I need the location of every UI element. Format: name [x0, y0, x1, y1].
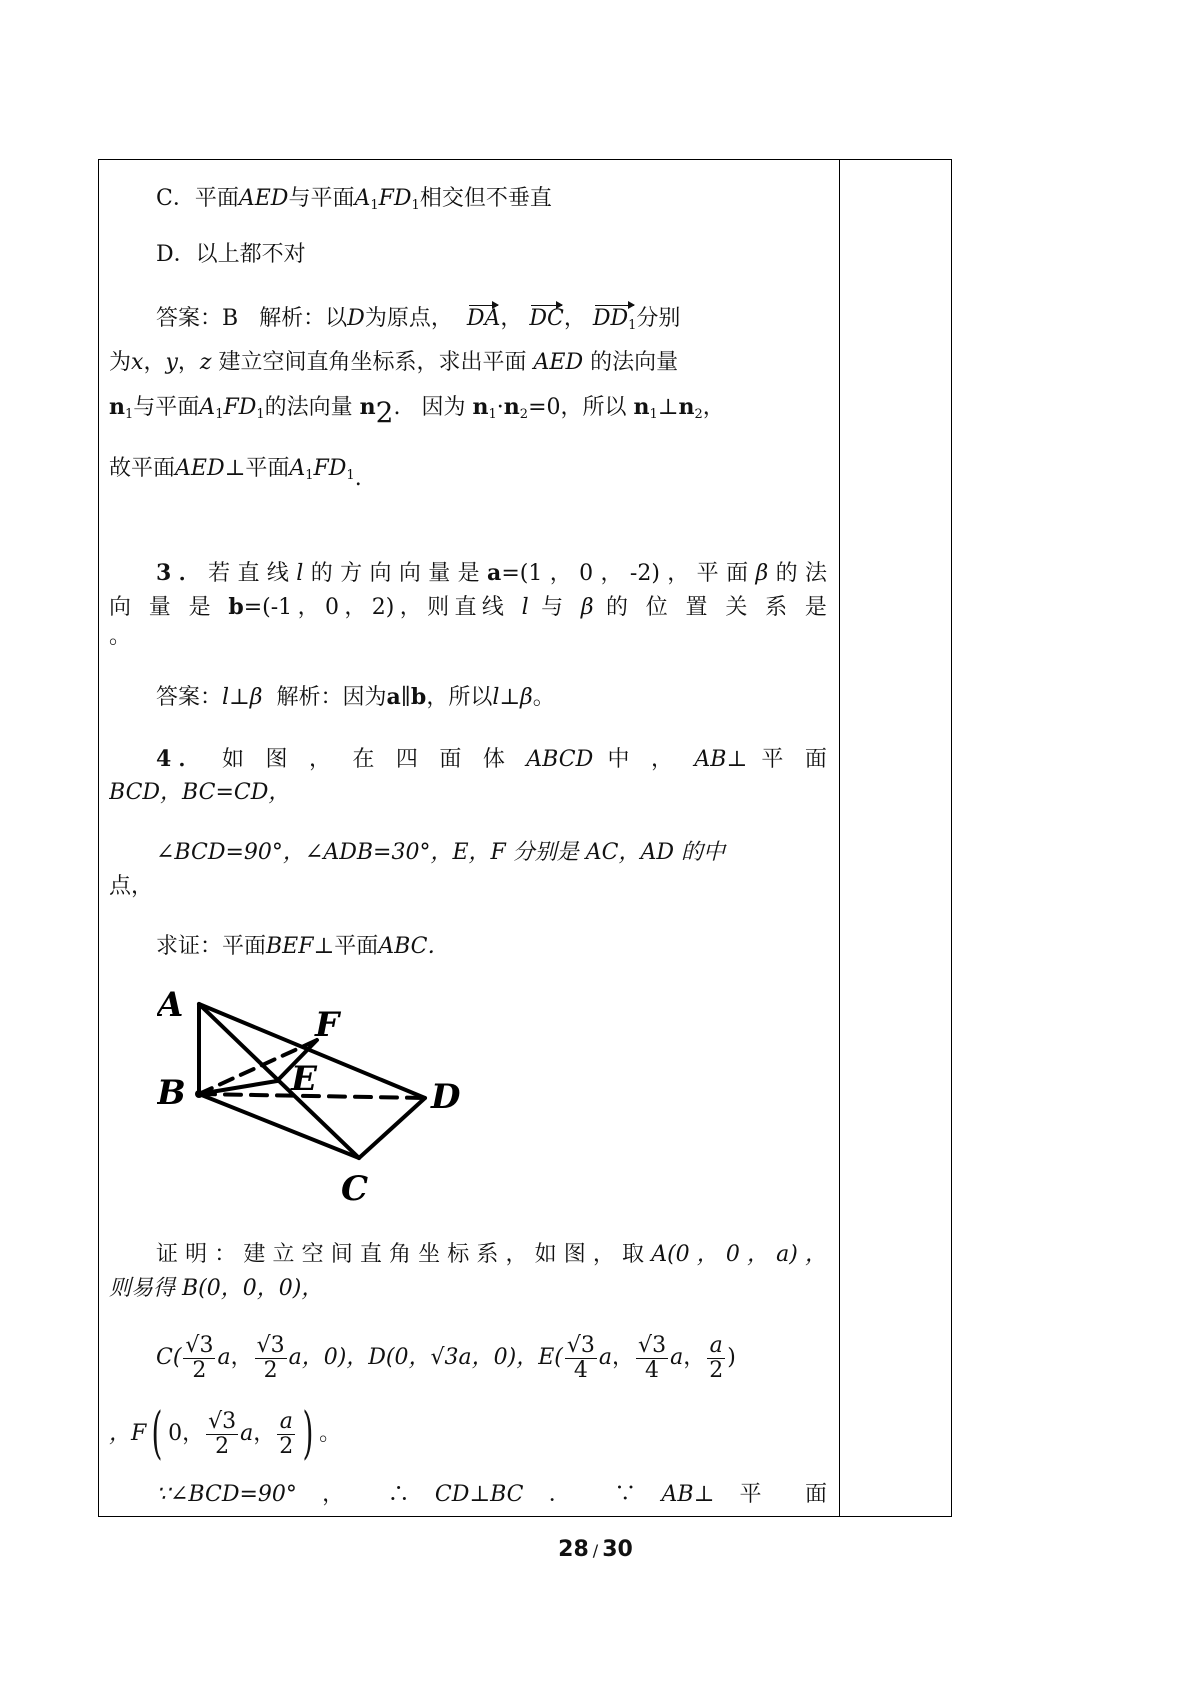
sub-1: 1	[256, 407, 265, 422]
fraction	[255, 1334, 287, 1383]
q4-line2	[109, 776, 827, 810]
var-a: a	[598, 1345, 613, 1370]
text: 的法向量	[590, 350, 679, 375]
vector-a: a	[487, 560, 502, 586]
plane-aed: AED	[533, 350, 584, 375]
text: ．	[548, 1482, 589, 1507]
label-a: A	[157, 985, 184, 1025]
answer-label: 答案：B	[156, 306, 239, 331]
perp-symbol: ⊥	[657, 395, 679, 420]
sub-2: 2	[694, 407, 703, 422]
var-y: y	[165, 350, 178, 375]
paren-left: (	[151, 1401, 163, 1466]
text: 位	[645, 595, 674, 620]
text: 故平面	[109, 456, 176, 481]
var-a: A	[354, 186, 371, 211]
text: 0，	[168, 1421, 205, 1446]
text: 求证：平面	[156, 934, 267, 959]
text: =0，所以	[528, 395, 627, 420]
text: ，	[612, 1345, 635, 1370]
q4-line4: 点，	[109, 874, 154, 899]
numerator	[277, 1410, 295, 1435]
tetrahedron-abcd: ABCD	[526, 747, 594, 772]
column-divider	[839, 160, 840, 1516]
numerator: √3	[185, 1332, 214, 1358]
numerator: √3	[638, 1332, 667, 1358]
label-f: F	[315, 1005, 340, 1045]
point-d-coords: D(0，√3a，0)，	[368, 1345, 539, 1370]
text: ，	[308, 747, 339, 772]
denominator: 2	[192, 1357, 207, 1383]
text: 因为	[421, 395, 466, 420]
fraction	[565, 1334, 597, 1383]
text: 平面	[245, 456, 290, 481]
plane-aed: AED	[175, 456, 225, 481]
option-d: D．以上都不对	[156, 242, 306, 267]
answer-value: l⊥β	[222, 685, 263, 710]
point-e-label: E(	[538, 1345, 563, 1370]
text: 建立空间直角坐标系，求出平面	[218, 350, 527, 375]
sub-1: 1	[649, 407, 658, 422]
text: ，所以	[426, 685, 493, 710]
text: )	[727, 1345, 736, 1370]
text: 平	[761, 747, 791, 772]
text: 的	[605, 595, 634, 620]
text: 解析：因为	[276, 685, 387, 710]
text: 在	[352, 747, 382, 772]
text: 面	[439, 747, 469, 772]
q4-prove	[109, 930, 827, 964]
label-c: C	[341, 1169, 369, 1209]
page-number	[0, 1537, 1191, 1562]
fraction	[183, 1334, 215, 1383]
page-separator: /	[592, 1541, 599, 1560]
label-b: B	[157, 1073, 186, 1113]
option-c-prefix: C．平面	[156, 186, 239, 211]
tetrahedron-figure	[157, 982, 497, 1210]
text: ∵	[614, 1482, 637, 1507]
vector-b: b	[410, 684, 427, 710]
text: 与平面	[133, 395, 200, 420]
text: ∴	[387, 1482, 410, 1507]
var-z: z	[199, 350, 212, 375]
proof-coords-f	[109, 1402, 827, 1466]
normal-n1: n	[633, 394, 650, 420]
text: 中	[607, 747, 637, 772]
plane-bef: BEF	[266, 934, 314, 959]
parallel-symbol: ∥	[400, 685, 411, 710]
proof-line2	[109, 1272, 827, 1306]
sub-1: 1	[370, 198, 379, 213]
denominator: 2	[279, 1433, 294, 1459]
var-f: F	[378, 186, 394, 211]
plane-aed: AED	[238, 186, 289, 211]
text: =(1，0，-2)，平面	[501, 561, 756, 586]
var-l: l	[521, 595, 529, 620]
answer2-line4: 故平面AED⊥平面$A_1FD_1$.	[109, 456, 362, 491]
text: 是	[188, 595, 216, 620]
perp-symbol: ⊥	[224, 456, 246, 481]
denominator: 4	[573, 1357, 588, 1383]
sub-1: 1	[305, 468, 314, 483]
text: 的法	[768, 561, 827, 586]
text: 的方向向量是	[303, 561, 488, 586]
fraction	[707, 1334, 725, 1383]
answer2-line2: 为x，y，z 建立空间直角坐标系，求出平面 AED 的法向量	[109, 350, 679, 375]
fraction	[636, 1334, 668, 1383]
vector-dd1-base: DD	[592, 306, 629, 331]
text: ，	[230, 1345, 253, 1370]
option-c-suffix: 相交但不垂直	[419, 186, 552, 211]
fraction	[277, 1410, 295, 1459]
total-pages: 30	[602, 1537, 633, 1562]
perp-symbol: ⊥	[726, 747, 748, 772]
text: 则易得 B(0，0，0)，	[109, 1276, 324, 1301]
edge-bc	[199, 1094, 359, 1158]
point-c-label: C(	[156, 1345, 182, 1370]
var-x: x	[131, 350, 144, 375]
text: 面	[805, 1482, 827, 1507]
answer2-line1: 答案：B 解析：以D为原点， DA， DC， $DD_1$分别	[109, 302, 827, 343]
var-beta: β	[580, 595, 594, 620]
text: 与	[541, 595, 569, 620]
var-fd: FD	[313, 456, 347, 481]
text: AB⊥	[661, 1482, 715, 1507]
answer3	[109, 680, 827, 715]
var-d: D	[347, 306, 365, 331]
analysis-label: 解析：以	[259, 306, 348, 331]
point-f-label: ，F	[109, 1421, 147, 1446]
plane-abc: ABC．	[378, 934, 450, 959]
text: 向	[109, 595, 137, 620]
text: 。	[532, 685, 555, 710]
normal-n2: n	[503, 394, 520, 420]
text: 图	[265, 747, 295, 772]
option-c	[109, 182, 827, 223]
var-a: a	[709, 1332, 723, 1358]
text: BCD，BC=CD，	[109, 780, 291, 805]
var-a: a	[217, 1345, 231, 1370]
origin-text: 为原点，	[364, 306, 453, 331]
label-e: E	[291, 1059, 317, 1099]
text: 置	[685, 595, 713, 620]
option-c-mid: 与平面	[288, 186, 355, 211]
text: 是	[804, 595, 827, 620]
question-number: 3．	[156, 560, 209, 586]
text: 系	[765, 595, 793, 620]
segment-ab: AB	[694, 747, 727, 772]
q4-line3	[109, 836, 827, 870]
denominator: 2	[263, 1357, 278, 1383]
var-d: D	[393, 186, 412, 211]
answer-label: 答案：	[156, 685, 223, 710]
text: ∠BCD=90°，∠ADB=30°，E，F 分别是 AC，AD 的中	[156, 840, 726, 865]
proof-line1	[109, 1238, 827, 1272]
sub-1: 1	[628, 318, 637, 333]
sub-2: 2	[519, 407, 529, 422]
proof-coords-cde	[109, 1326, 827, 1390]
content-table	[98, 159, 952, 1517]
numerator: √3	[566, 1332, 595, 1358]
text: 四	[395, 747, 426, 772]
sub-2-large: 2	[375, 396, 394, 429]
text: ，	[253, 1421, 276, 1446]
text: a，0)，	[288, 1345, 369, 1370]
var-a: a	[279, 1408, 293, 1434]
fraction	[206, 1410, 238, 1459]
vector-b: b	[228, 594, 244, 620]
var-a: A	[199, 395, 216, 420]
text: 关	[725, 595, 753, 620]
edge-cd	[359, 1098, 425, 1158]
text: 平	[739, 1482, 780, 1507]
sub-1: 1	[215, 407, 224, 422]
q3-line1	[109, 556, 827, 591]
answer-value: l⊥β	[492, 685, 533, 710]
vector-dc: DC	[529, 302, 563, 336]
denominator: 2	[215, 1433, 230, 1459]
text: 。	[319, 1421, 342, 1446]
text: ，	[683, 1345, 706, 1370]
text: CD⊥BC	[434, 1482, 524, 1507]
q3-line3: 。	[109, 624, 132, 649]
vector-dd1	[593, 302, 637, 343]
sub-1: 1	[346, 468, 355, 483]
text: 面	[804, 747, 827, 772]
label-d: D	[431, 1077, 461, 1117]
text: ∵∠BCD=90°	[156, 1482, 297, 1507]
var-a: a	[240, 1421, 254, 1446]
numerator: √3	[256, 1332, 285, 1358]
text: 为	[109, 350, 132, 375]
text: ⊥平面	[313, 934, 379, 959]
text: 量	[148, 595, 177, 620]
normal-n2: n	[359, 394, 376, 420]
var-fd: FD	[223, 395, 257, 420]
var-l: l	[296, 561, 304, 586]
text: =(-1，0，2)，则直线	[243, 595, 510, 620]
normal-n1: n	[109, 394, 125, 420]
vector-a: a	[386, 684, 401, 710]
point-a-coords: A(0，0，a)，	[651, 1242, 827, 1267]
text: ，	[322, 1482, 363, 1507]
question-number: 4．	[156, 746, 208, 772]
text: 的法向量	[264, 395, 353, 420]
sub-1: 1	[488, 407, 497, 422]
proof-last-line	[109, 1478, 827, 1512]
text: 证明：建立空间直角坐标系，如图，取	[156, 1242, 652, 1267]
normal-n1: n	[472, 394, 489, 420]
text: ，	[702, 395, 725, 420]
current-page: 28	[558, 1537, 589, 1562]
main-column	[109, 160, 827, 1516]
q4-line1: 4． 如 图 ， 在 四 面 体 ABCD 中 ， AB⊥ 平 面	[156, 746, 827, 772]
text: 如	[222, 747, 252, 772]
sub-1: 1	[411, 198, 420, 213]
sub-1: 1	[125, 407, 134, 422]
numerator: √3	[208, 1408, 237, 1434]
var-a: a	[670, 1345, 684, 1370]
respectively-text: 分别	[636, 306, 681, 331]
numerator	[707, 1334, 725, 1359]
paren-right: )	[302, 1401, 314, 1466]
var-beta: β	[755, 561, 769, 586]
normal-n2: n	[678, 394, 695, 420]
vector-da: DA	[467, 302, 501, 336]
denominator: 4	[645, 1357, 660, 1383]
answer2-line3: $n_1$与平面$A_1FD_1$的法向量 n2. 因为 $n_1\cdot n_2=0$，所以 $n_1\perp n_2$，	[109, 394, 725, 429]
text: 体	[482, 747, 513, 772]
point-b	[195, 1090, 203, 1098]
var-a: A	[289, 456, 306, 481]
denominator: 2	[709, 1357, 724, 1383]
text: 若直线	[208, 561, 297, 586]
